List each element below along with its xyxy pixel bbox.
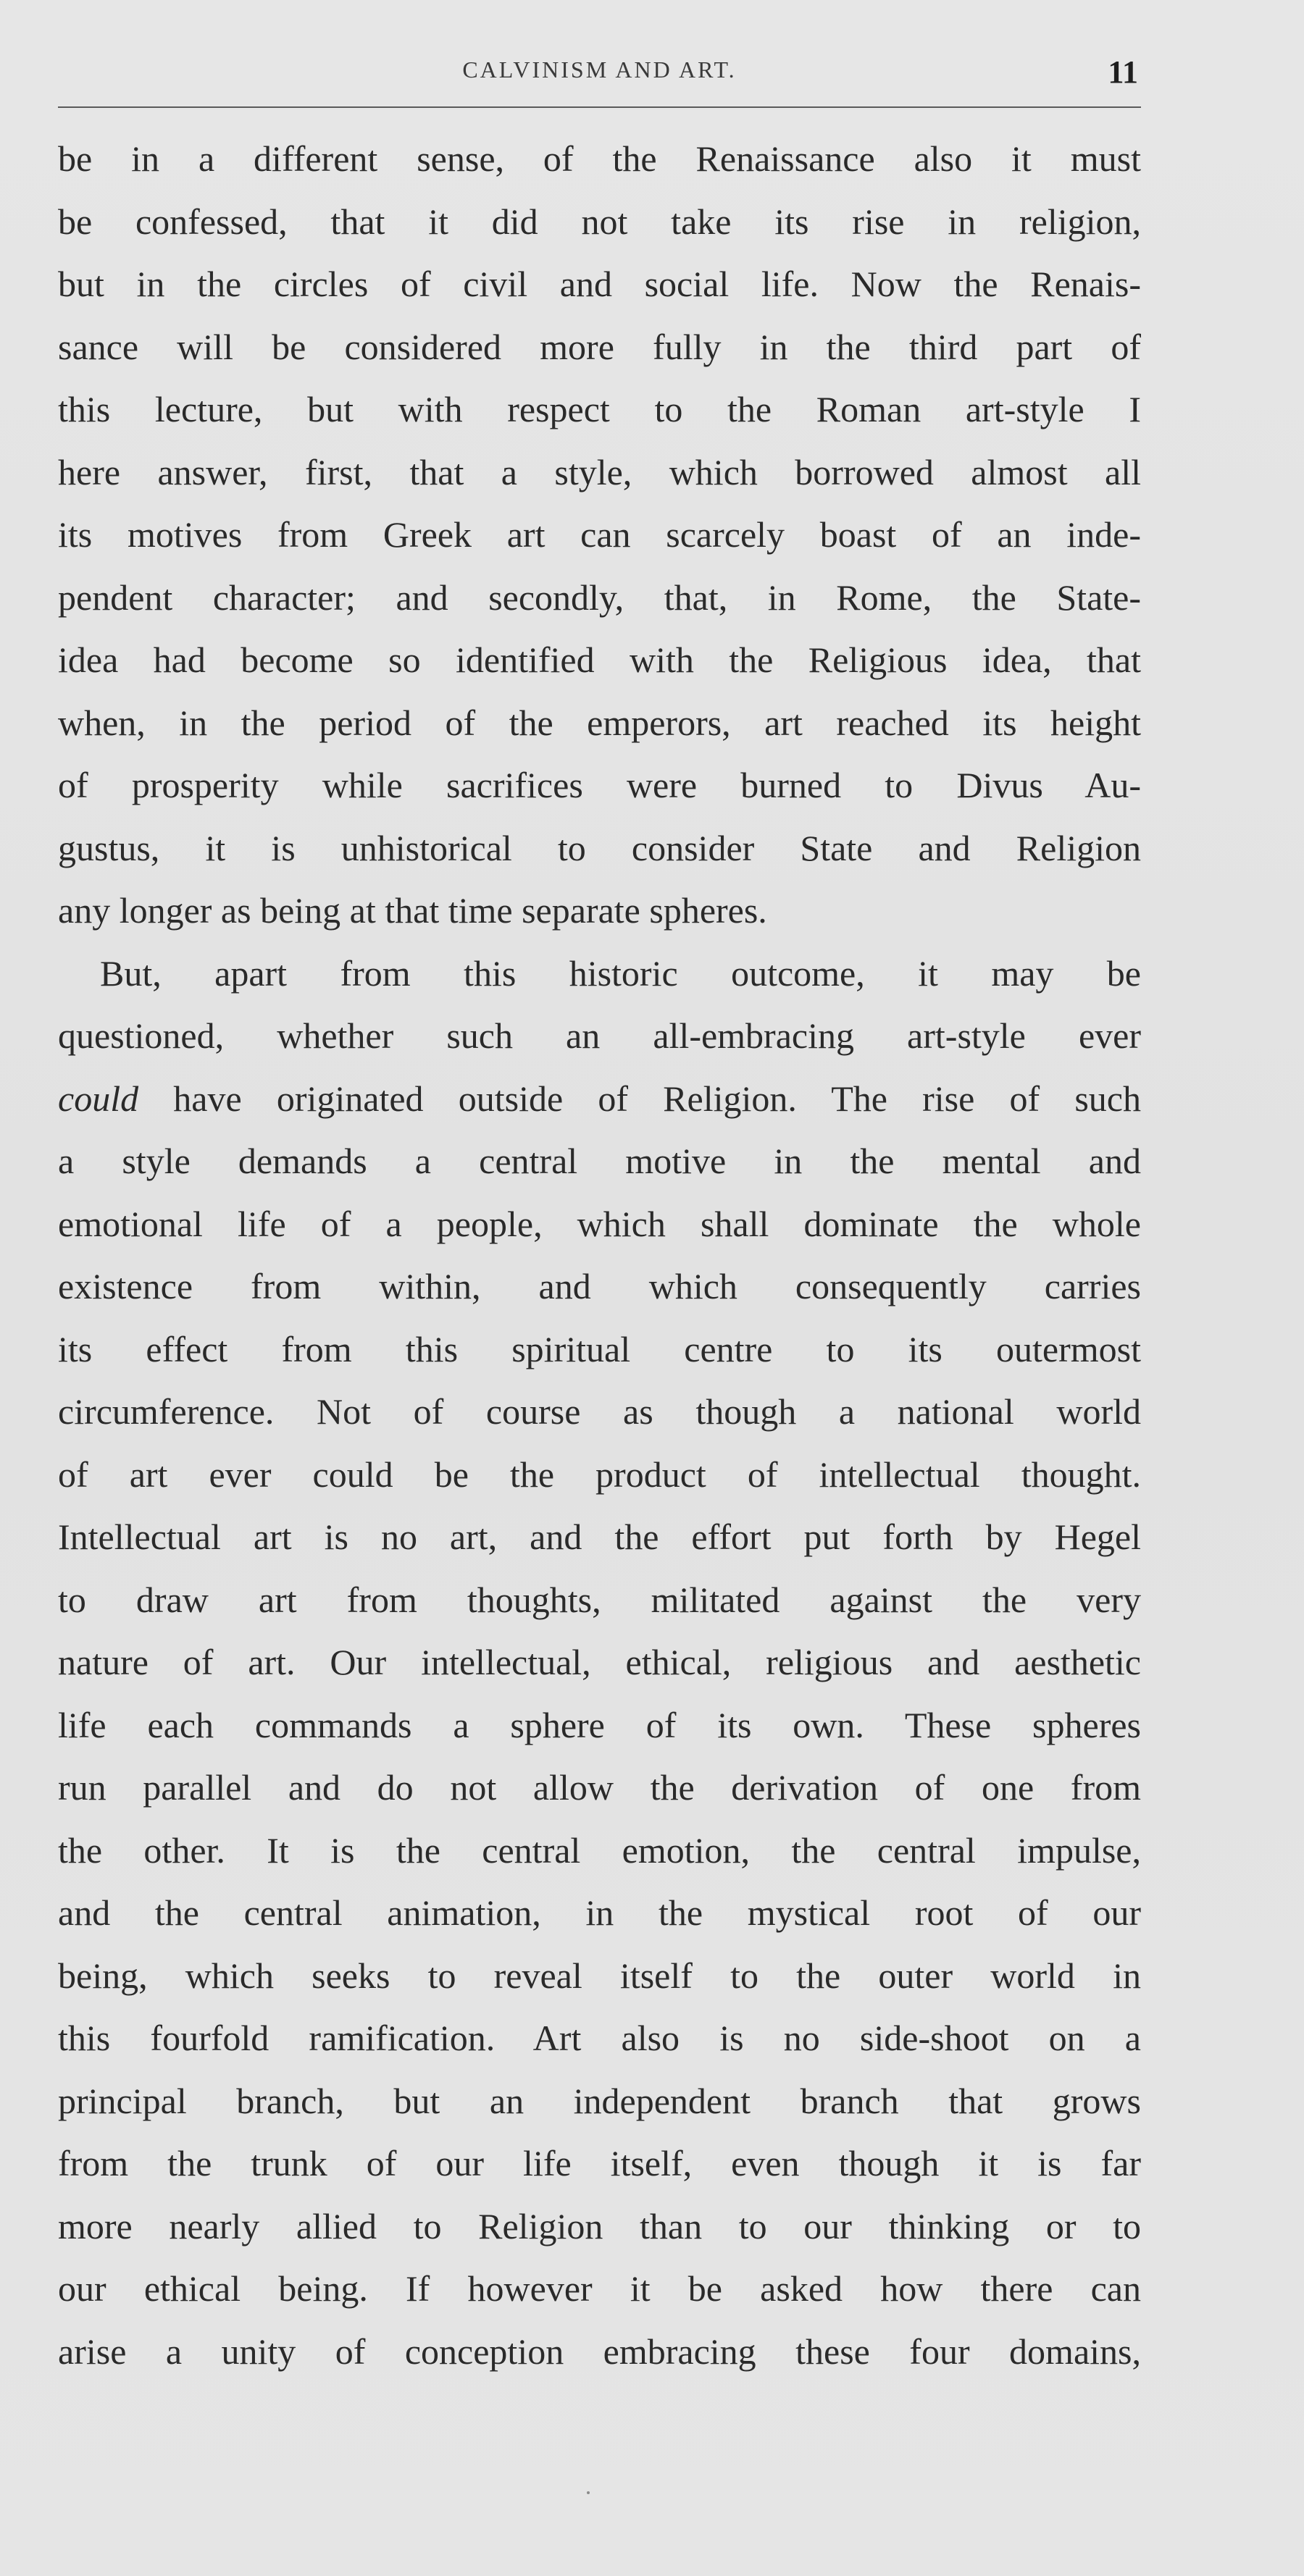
text-line: when, in the period of the emperors, art reached its height [58,702,1141,743]
text-line: Intellectual art is no art, and the effort put forth by Hegel [58,1516,1141,1557]
text-line: life each commands a sphere of its own. These spheres [58,1704,1141,1745]
text-line: its effect from this spiritual centre to its outermost [58,1328,1141,1369]
text-line: idea had become so identified with the Religious idea, that [58,639,1141,680]
text-line: to draw art from thoughts, militated against the very [58,1579,1141,1620]
text-line: more nearly allied to Religion than to our thinking or to [58,2205,1141,2246]
text-line: questioned, whether such an all-embracing art-style ever [58,1015,1141,1056]
paper-speck [587,2491,590,2494]
text-line: this lecture, but with respect to the Roman art-style I [58,389,1141,429]
text-line: its motives from Greek art can scarcely boast of an inde- [58,514,1141,555]
text-line: sance will be considered more fully in the third part of [58,326,1141,367]
text-line: run parallel and do not allow the derivation of one from [58,1767,1141,1808]
text-line: and the central animation, in the mystical root of our [58,1892,1141,1933]
text-line: But, apart from this historic outcome, it may be [100,952,1141,994]
italic-word: could [58,1078,139,1119]
text-line: nature of art. Our intellectual, ethical, religious and aesthetic [58,1642,1141,1682]
body-text [58,127,1141,2383]
text-line: be confessed, that it did not take its rise in religion, [58,201,1141,242]
text-line: gustus, it is unhistorical to consider State and Religion [58,827,1141,868]
text-line [58,1067,1141,1130]
text-line: but in the circles of civil and social life. Now the Renais- [58,264,1141,304]
header-rule [58,106,1141,108]
text-line: a style demands a central motive in the mental and [58,1141,1141,1181]
text-line: circumference. Not of course as though a national world [58,1391,1141,1432]
text-line: our ethical being. If however it be asked how there can [58,2268,1141,2309]
text-line: this fourfold ramification. Art also is no side-shoot on a [58,2018,1141,2058]
text-line: emotional life of a people, which shall dominate the whole [58,1203,1141,1244]
text-line: be in a different sense, of the Renaissance also it must [58,138,1141,179]
text-line: any longer as being at that time separate spheres. [58,890,767,931]
running-head: CALVINISM AND ART. [462,56,737,83]
text-line: being, which seeks to reveal itself to the outer world in [58,1955,1141,1996]
text-line: pendent character; and secondly, that, in Rome, the State- [58,576,1141,618]
text-line: here answer, first, that a style, which borrowed almost all [58,451,1141,492]
page-header [58,56,1141,94]
text-line: of prosperity while sacrifices were burned to Divus Au- [58,765,1141,805]
text-line: arise a unity of conception embracing these four domains, [58,2330,1141,2372]
text-line: the other. It is the central emotion, the central impulse, [58,1829,1141,1871]
text-line: principal branch, but an independent branch that grows [58,2080,1141,2121]
text-span: have originated outside of Religion. The rise of such [138,1078,1141,1119]
page-number: 11 [1108,54,1138,90]
text-line: existence from within, and which consequently carries [58,1266,1141,1306]
text-line: of art ever could be the product of intellectual thought. [58,1453,1141,1495]
text-line: from the trunk of our life itself, even though it is far [58,2143,1141,2183]
